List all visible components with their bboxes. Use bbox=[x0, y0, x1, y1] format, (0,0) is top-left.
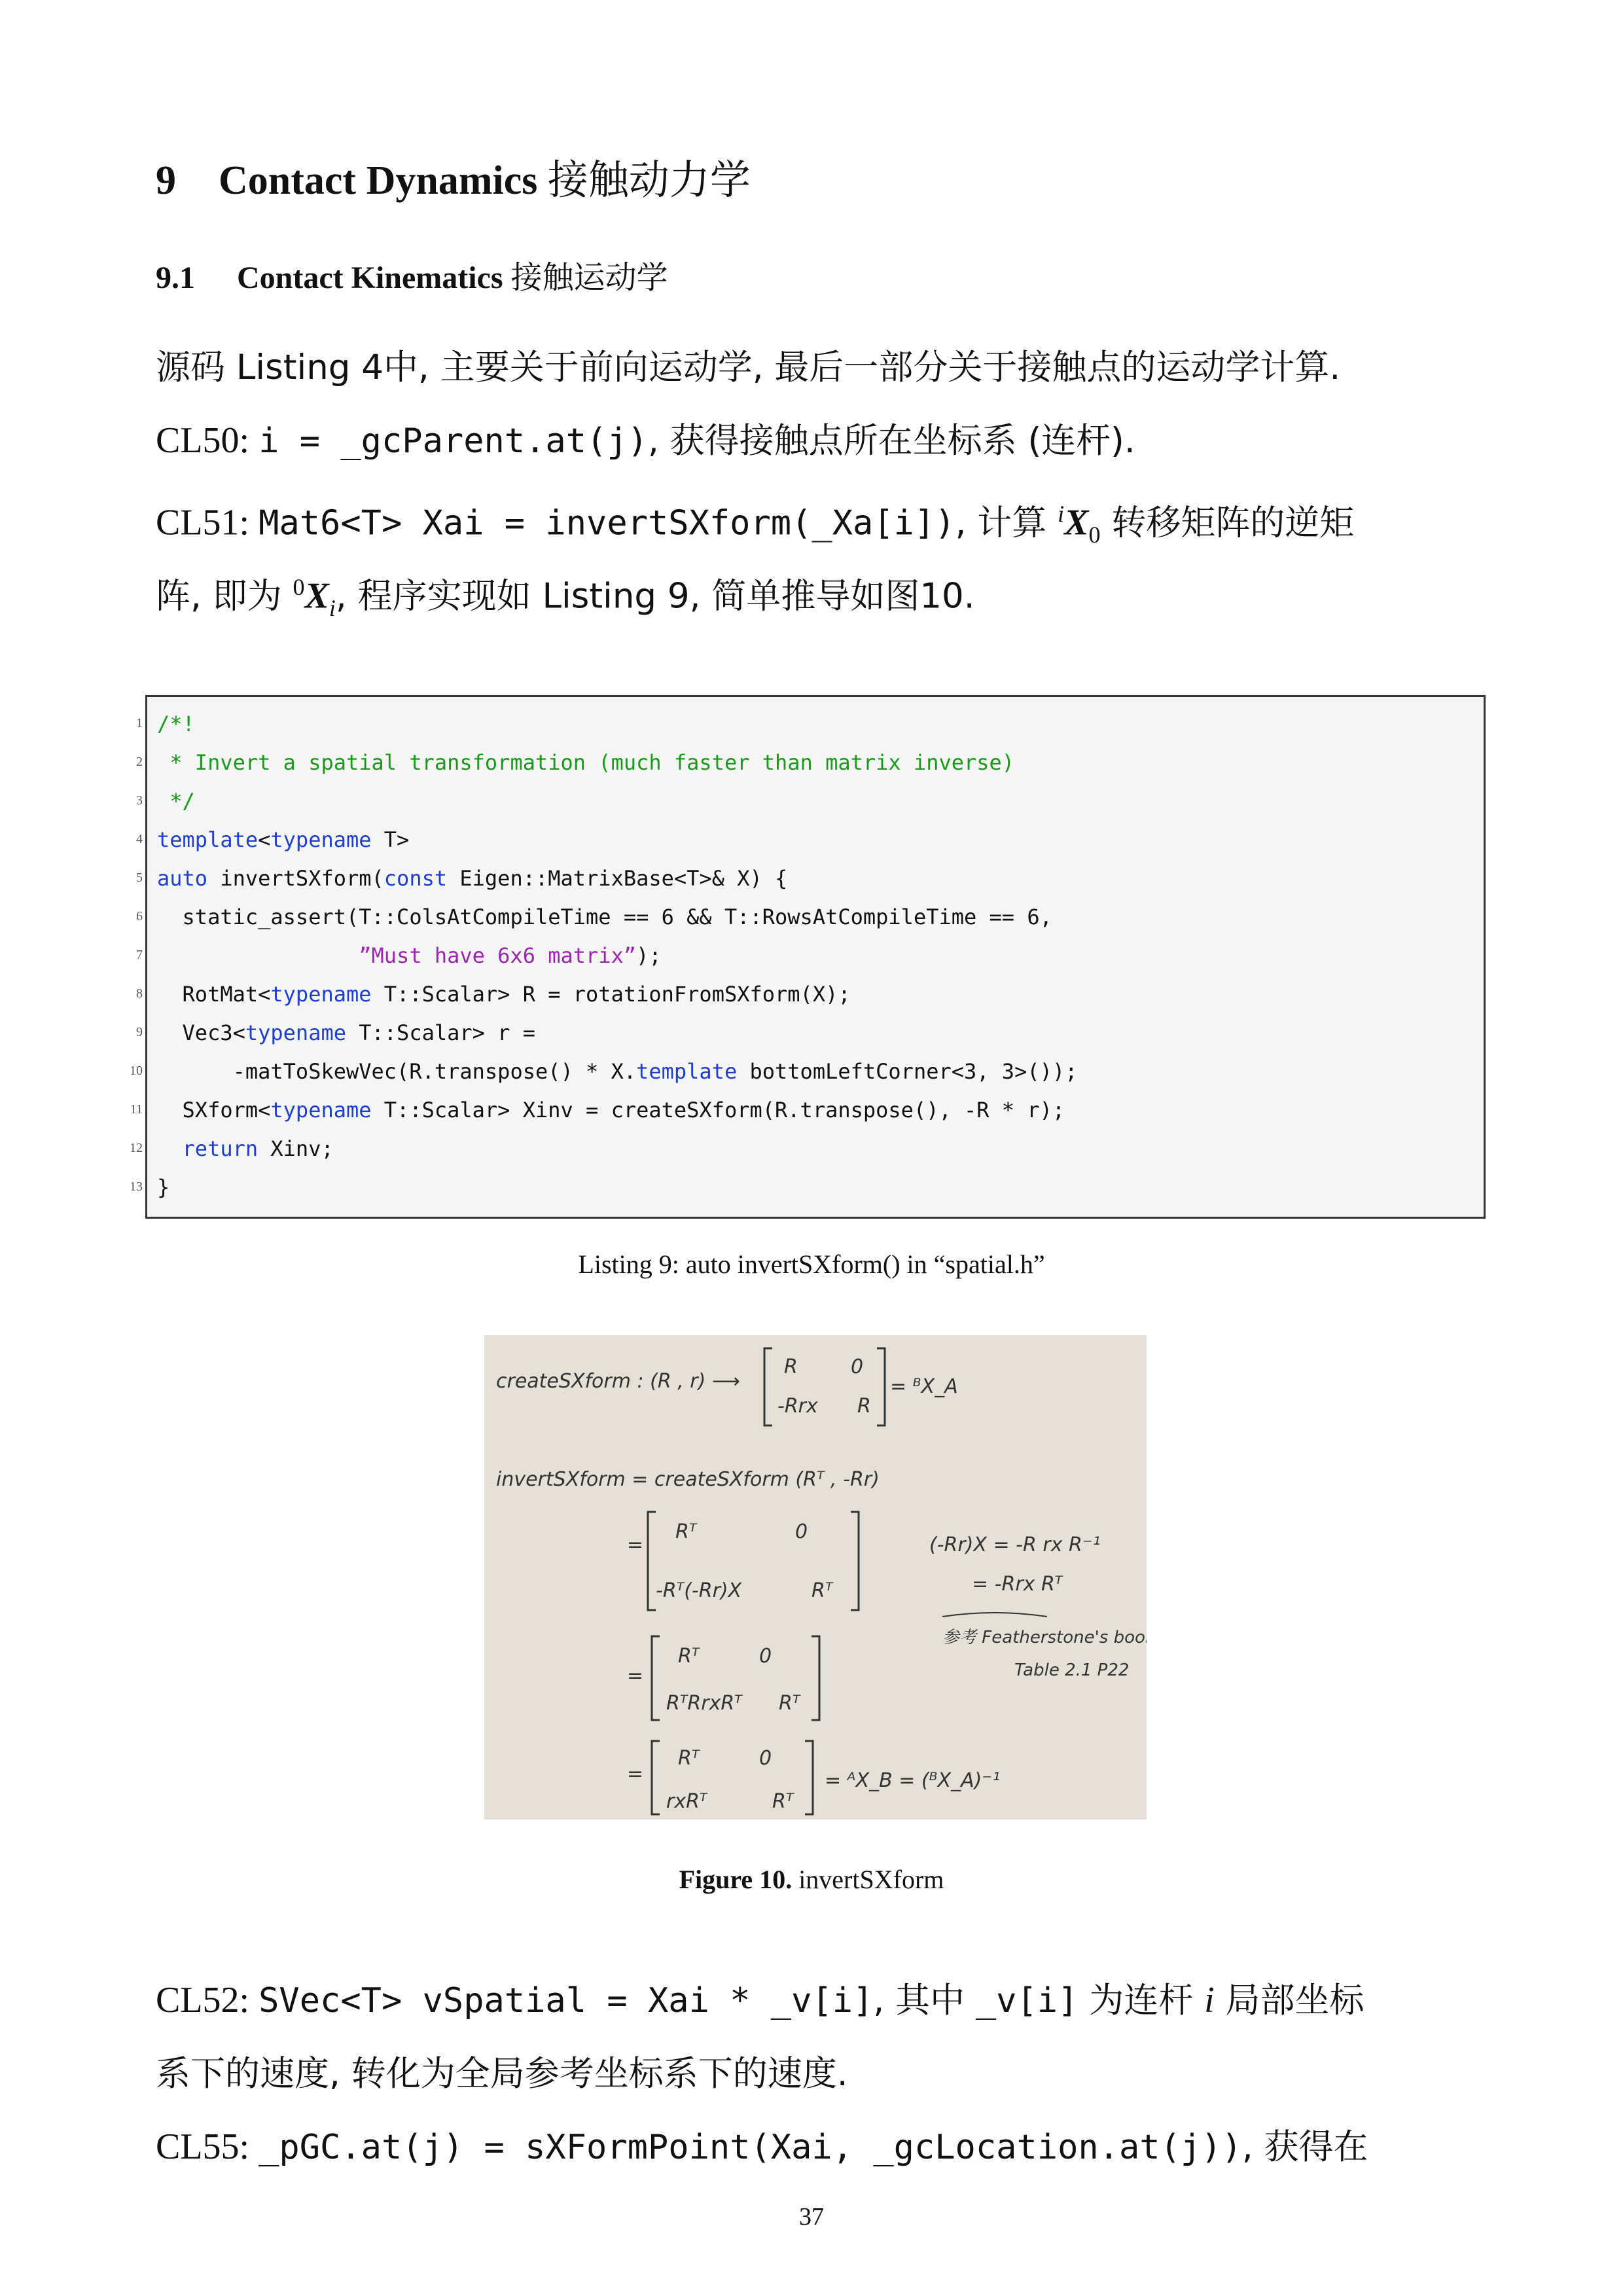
paragraph-text: , 程序实现如 Listing 9, 简单推导如图10. bbox=[335, 576, 975, 617]
hw-matrix-entry: Rᵀ bbox=[812, 1579, 833, 1602]
inline-code: Mat6<T> Xai = invertSXform(_Xa[i]) bbox=[259, 503, 955, 543]
inline-code: _pGC.at(j) = sXFormPoint(Xai, _gcLocation.at(j)) bbox=[259, 2128, 1242, 2167]
paragraph-text: , 其中 bbox=[873, 1981, 976, 2020]
paragraph-text: 阵, 即为 bbox=[156, 576, 293, 617]
paragraph-cl52-cont bbox=[156, 2037, 1471, 2111]
code-line: */ bbox=[157, 789, 195, 814]
math-symbol: X bbox=[1064, 502, 1089, 543]
subsection-title-zh: 接触运动学 bbox=[510, 259, 668, 296]
subsection-number: 9.1 bbox=[156, 260, 195, 295]
code-line: RotMat<typename T::Scalar> R = rotationFromSXform(X); bbox=[157, 982, 851, 1007]
paragraph-text: , 计算 bbox=[955, 503, 1058, 543]
hw-matrix-entry: rxRᵀ bbox=[666, 1790, 707, 1813]
paragraph-cl52 bbox=[156, 1964, 1471, 2037]
line-number: 12 bbox=[130, 1141, 143, 1155]
code-line-ref: CL51: bbox=[156, 502, 259, 543]
hw-matrix-entry: -Rrx bbox=[777, 1395, 818, 1418]
section-title-zh: 接触动力学 bbox=[547, 156, 751, 204]
hw-matrix-entry: -Rᵀ(-Rr)X bbox=[656, 1579, 742, 1602]
code-line-ref: CL50: bbox=[156, 420, 259, 461]
line-number: 10 bbox=[130, 1064, 143, 1078]
code-line: SXform<typename T::Scalar> Xinv = createSXform(R.transpose(), -R * r); bbox=[157, 1098, 1065, 1122]
code-line: static_assert(T::ColsAtCompileTime == 6 && T::RowsAtCompileTime == 6, bbox=[157, 905, 1052, 929]
code-line: * Invert a spatial transformation (much faster than matrix inverse) bbox=[157, 750, 1015, 775]
paragraph-cl51-cont bbox=[156, 550, 1471, 645]
hw-result: = ᴬX_B = (ᴮX_A)⁻¹ bbox=[825, 1769, 1001, 1792]
hw-matrix-entry: R bbox=[857, 1395, 871, 1418]
line-number: 9 bbox=[136, 1025, 143, 1039]
line-number: 3 bbox=[136, 793, 143, 808]
inline-code: SVec<T> vSpatial = Xai * _v[i] bbox=[259, 1981, 874, 2020]
paragraph-text: 为连杆 bbox=[1078, 1981, 1205, 2020]
code-line: ”Must have 6x6 matrix”); bbox=[359, 943, 662, 968]
inline-code: _v[i] bbox=[975, 1981, 1079, 2020]
figure-caption-text: invertSXform bbox=[798, 1865, 944, 1894]
listing-caption: Listing 9: auto invertSXform() in “spatial.h” bbox=[578, 1249, 1045, 1279]
section-title-en: Contact Dynamics bbox=[219, 158, 538, 203]
hw-equals: = bbox=[627, 1664, 644, 1687]
hw-note: (-Rr)X = -R rx R⁻¹ bbox=[929, 1534, 1101, 1556]
line-number: 8 bbox=[136, 986, 143, 1001]
line-number: 7 bbox=[136, 948, 143, 962]
inline-code: i = _gcParent.at(j) bbox=[259, 422, 648, 461]
line-number: 5 bbox=[136, 870, 143, 885]
paragraph-text: 源码 Listing 4中, 主要关于前向运动学, 最后一部分关于接触点的运动学计算. bbox=[156, 348, 1341, 387]
code-line: template<typename T> bbox=[157, 827, 410, 852]
paragraph-text: 系下的速度, 转化为全局参考坐标系下的速度. bbox=[156, 2054, 848, 2094]
hw-note: Table 2.1 P22 bbox=[1014, 1660, 1130, 1680]
math-superscript: 0 bbox=[293, 574, 305, 600]
subsection-heading bbox=[156, 252, 668, 297]
hw-matrix-entry: 0 bbox=[759, 1645, 772, 1668]
hw-note: 参考 Featherstone's book bbox=[942, 1628, 1147, 1647]
line-number: 11 bbox=[130, 1102, 143, 1117]
hw-equals: = bbox=[627, 1763, 644, 1785]
hw-matrix-entry: RᵀRrxRᵀ bbox=[666, 1692, 742, 1715]
paragraph-1 bbox=[156, 331, 1471, 404]
hw-note: = -Rrx Rᵀ bbox=[972, 1573, 1063, 1596]
handwritten-derivation-photo bbox=[484, 1335, 1147, 1820]
code-line: /*! bbox=[157, 711, 195, 736]
section-heading bbox=[156, 147, 751, 206]
hw-result: = ᴮX_A bbox=[890, 1375, 958, 1398]
paragraph-text: , 获得在 bbox=[1241, 2127, 1368, 2167]
hw-matrix-entry: R bbox=[784, 1355, 798, 1378]
hw-matrix-entry: 0 bbox=[851, 1355, 864, 1378]
code-line-ref: CL52: bbox=[156, 1980, 259, 2020]
hw-matrix-entry: 0 bbox=[795, 1520, 808, 1543]
figure-caption bbox=[0, 1864, 1623, 1895]
math-superscript: i bbox=[1058, 501, 1065, 527]
line-number: 2 bbox=[136, 755, 143, 769]
hw-line-2: invertSXform = createSXform (Rᵀ , -Rr) bbox=[496, 1468, 880, 1491]
hw-line-1: createSXform : (R , r) ⟶ bbox=[496, 1370, 740, 1393]
hw-matrix-entry: Rᵀ bbox=[772, 1790, 794, 1813]
figure-caption-label: Figure 10. bbox=[679, 1865, 793, 1894]
line-number: 13 bbox=[130, 1179, 143, 1194]
hw-matrix-entry: Rᵀ bbox=[779, 1692, 800, 1715]
paragraph-text: 局部坐标 bbox=[1214, 1981, 1364, 2020]
code-line: auto invertSXform(const Eigen::MatrixBase<T>& X) { bbox=[157, 866, 788, 891]
paragraph-cl50 bbox=[156, 404, 1471, 478]
math-variable: i bbox=[1204, 1980, 1215, 2020]
code-line: Vec3<typename T::Scalar> r = bbox=[157, 1020, 535, 1045]
hw-matrix-entry: Rᵀ bbox=[678, 1747, 700, 1770]
paragraph-text: , 获得接触点所在坐标系 (连杆). bbox=[647, 421, 1135, 461]
line-number: 4 bbox=[136, 832, 143, 846]
section-number: 9 bbox=[156, 158, 176, 203]
code-line: return Xinv; bbox=[182, 1136, 334, 1161]
math-subscript: 0 bbox=[1088, 521, 1101, 548]
hw-matrix-entry: Rᵀ bbox=[678, 1645, 700, 1668]
code-line-ref: CL55: bbox=[156, 2126, 259, 2167]
hw-matrix-entry: Rᵀ bbox=[675, 1520, 697, 1543]
line-number: 6 bbox=[136, 909, 143, 924]
paragraph-cl55 bbox=[156, 2110, 1471, 2184]
paragraph-text: 转移矩阵的逆矩 bbox=[1100, 503, 1355, 543]
math-symbol: X bbox=[304, 575, 329, 617]
code-line: -matToSkewVec(R.transpose() * X.template bottomLeftCorner<3, 3>()); bbox=[157, 1059, 1078, 1084]
subsection-title-en: Contact Kinematics bbox=[237, 260, 503, 295]
handwriting-svg bbox=[484, 1335, 1147, 1820]
code-line: } bbox=[157, 1175, 170, 1200]
hw-matrix-entry: 0 bbox=[759, 1747, 772, 1770]
math-subscript: i bbox=[329, 594, 336, 621]
page-number: 37 bbox=[799, 2203, 824, 2231]
line-number: 1 bbox=[136, 716, 143, 730]
hw-equals: = bbox=[627, 1534, 644, 1556]
